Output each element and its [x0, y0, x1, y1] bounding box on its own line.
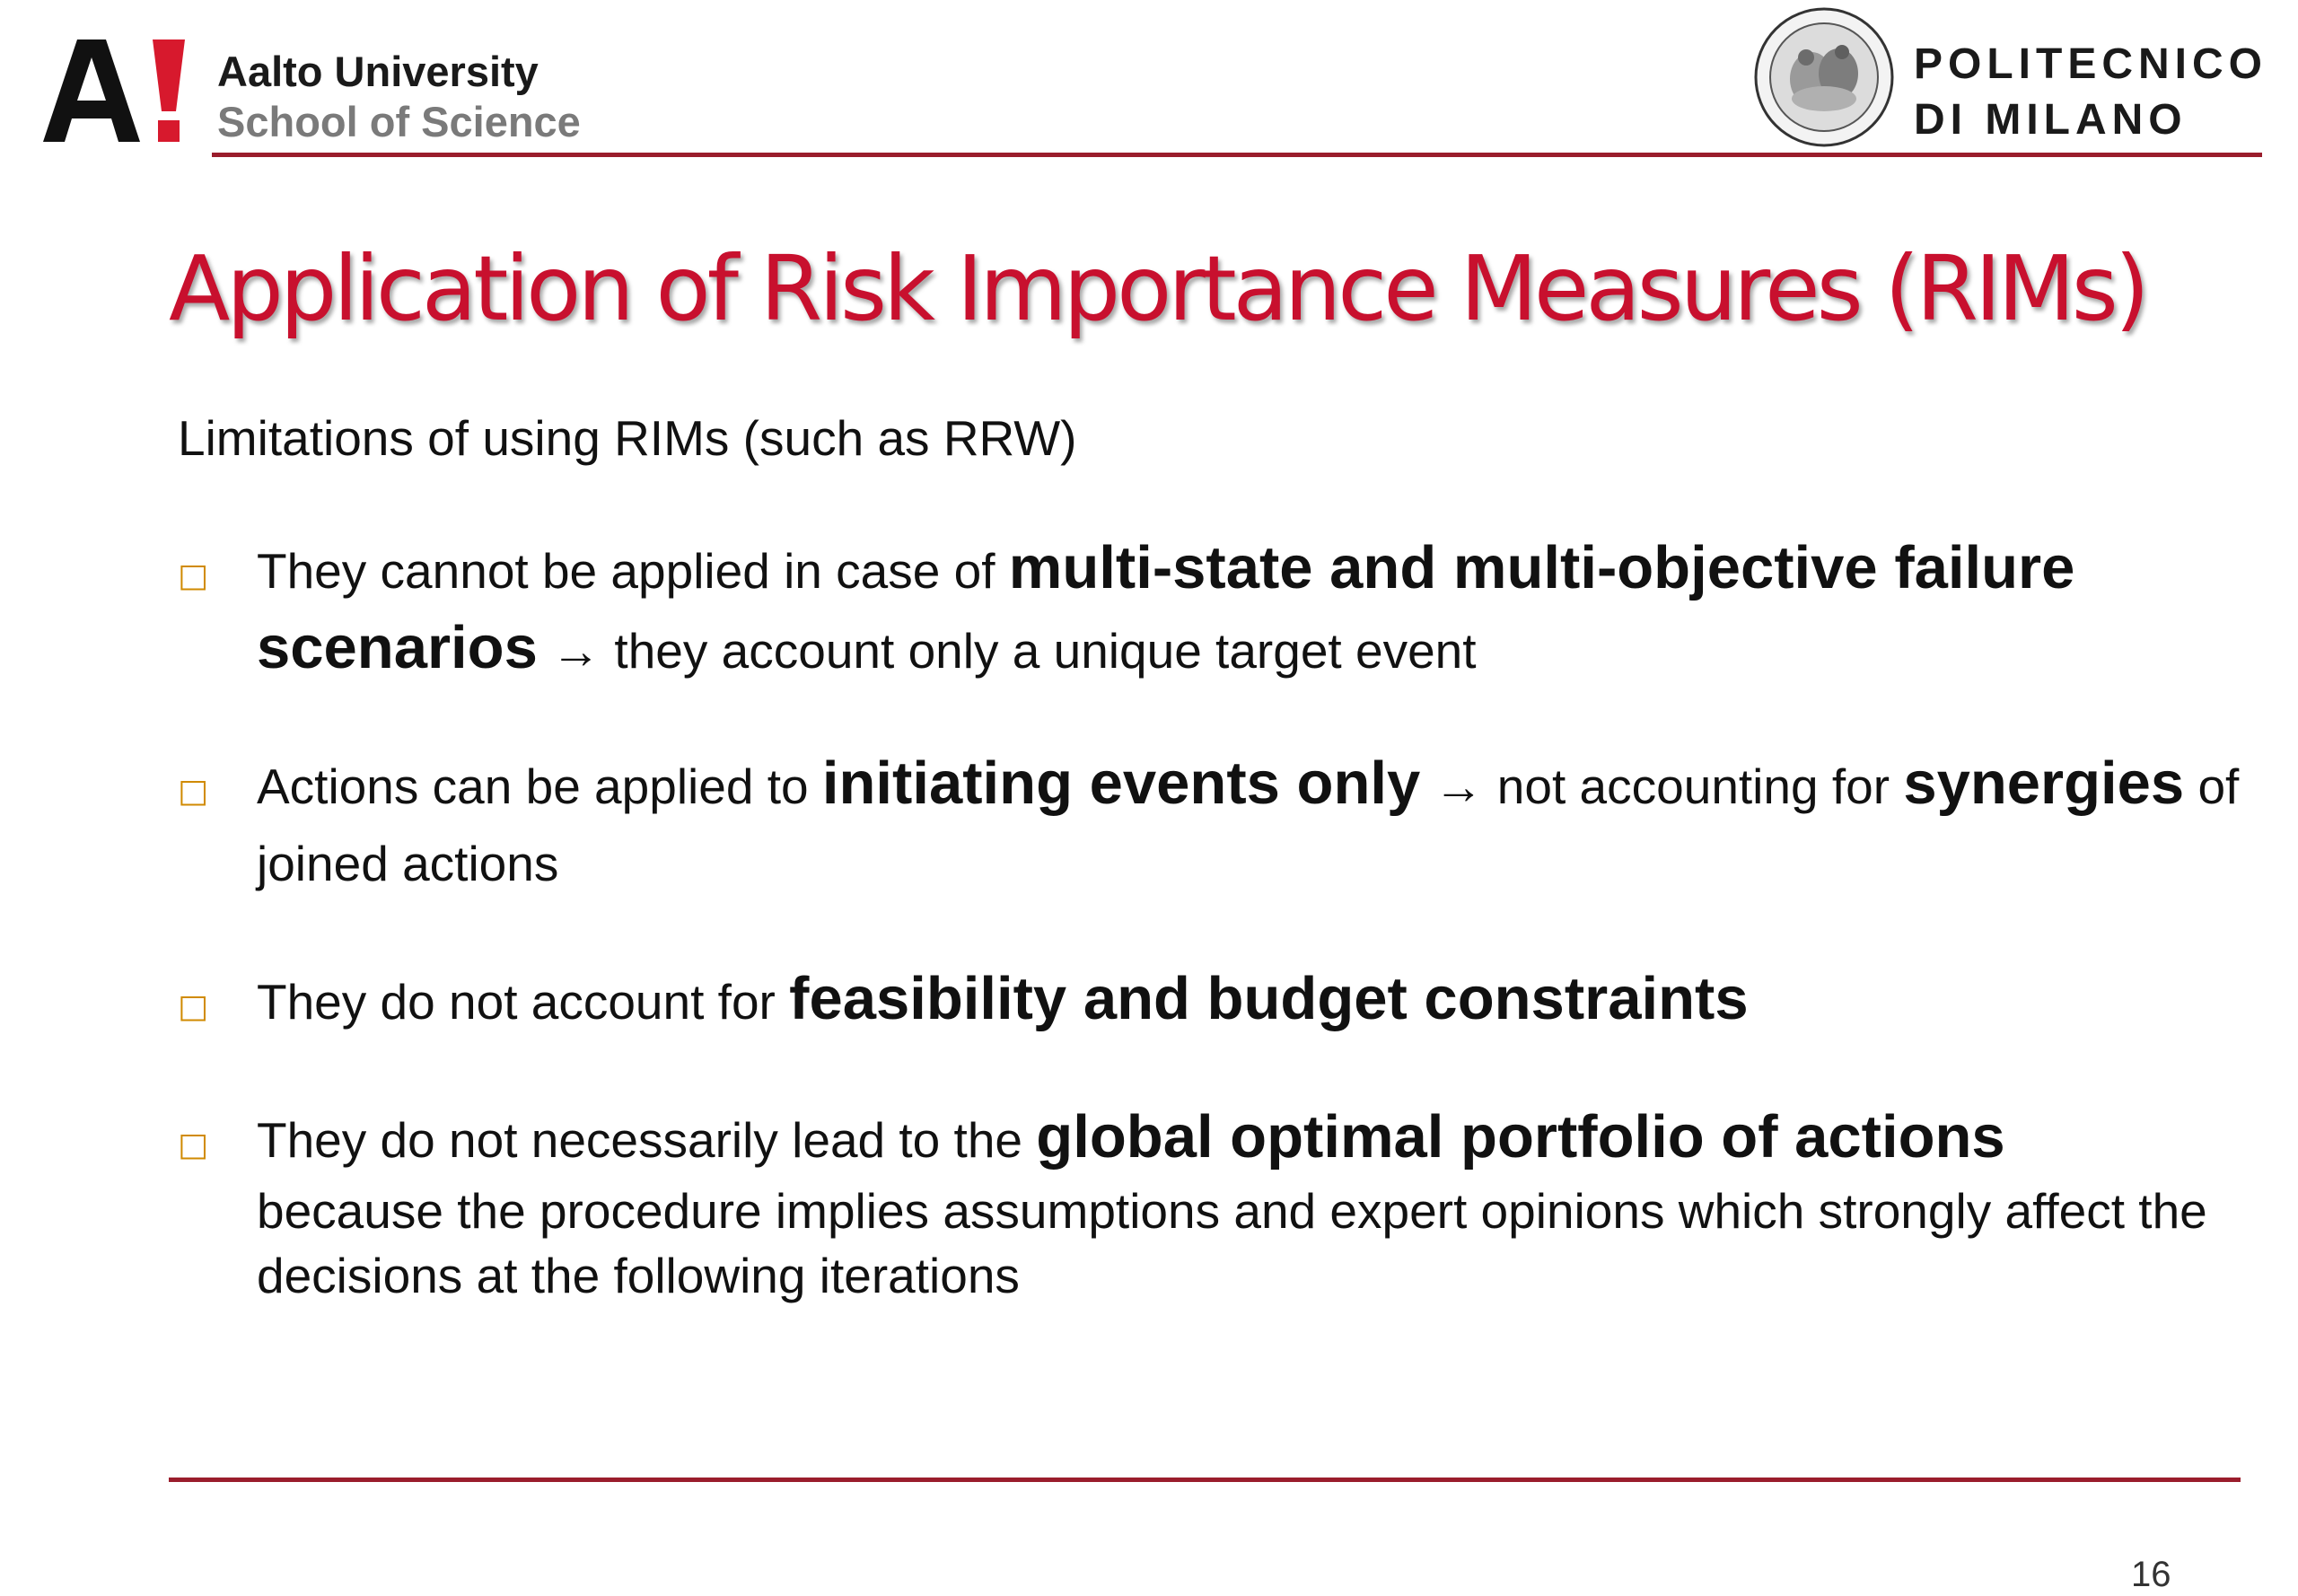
list-item: [257, 1099, 2259, 1308]
aalto-logo-exclamation-bar: [153, 39, 185, 111]
polimi-name-line1: POLITECNICO: [1914, 40, 2268, 88]
footer-divider: [169, 1478, 2241, 1482]
list-item: [257, 745, 2259, 902]
polimi-seal-icon: [1749, 5, 1899, 149]
polimi-name-line2: DI MILANO: [1914, 96, 2188, 144]
bullet-icon: □: [178, 1127, 209, 1163]
bullet-icon: □: [178, 988, 209, 1025]
list-item: [257, 960, 2259, 1040]
list-item-text: → they account only a unique target event: [537, 623, 1477, 679]
page-number: 16: [2131, 1555, 2171, 1594]
list-item-text: They do not account for: [257, 974, 790, 1030]
aalto-logo-exclamation-dot: [158, 120, 180, 142]
list-item-emphasis: feasibility and budget constraints: [789, 965, 1749, 1032]
bullet-icon: □: [178, 773, 209, 810]
header-divider: [212, 153, 2262, 157]
list-item-emphasis: multi-state and multi-objective failure scenarios: [257, 534, 2075, 681]
list-item-emphasis: synergies: [1903, 750, 2185, 817]
list-item-emphasis: global optimal portfolio of actions: [1036, 1103, 2005, 1171]
slide-title: Application of Risk Importance Measures (RIMs): [169, 236, 2146, 341]
slide-subtitle: Limitations of using RIMs (such as RRW): [178, 410, 1077, 466]
bullet-icon: □: [178, 557, 209, 594]
list-item-text: They cannot be applied in case of: [257, 543, 1009, 599]
aalto-logo: [43, 36, 187, 145]
list-item-continuation: because the procedure implies assumptions and expert opinions which strongly affect the decisions at the following iterations: [257, 1183, 2207, 1303]
aalto-university-name: Aalto University: [217, 48, 539, 95]
list-item-text: Actions can be applied to: [257, 759, 822, 814]
list-item-emphasis: initiating events only: [821, 750, 1421, 817]
list-item-text: → not accounting for: [1420, 759, 1904, 814]
list-item-text: of joined actions: [257, 759, 2240, 891]
aalto-school-name: School of Science: [217, 98, 581, 145]
list-item-text: They do not necessarily lead to the: [257, 1112, 1037, 1168]
list-item: [257, 530, 2259, 689]
